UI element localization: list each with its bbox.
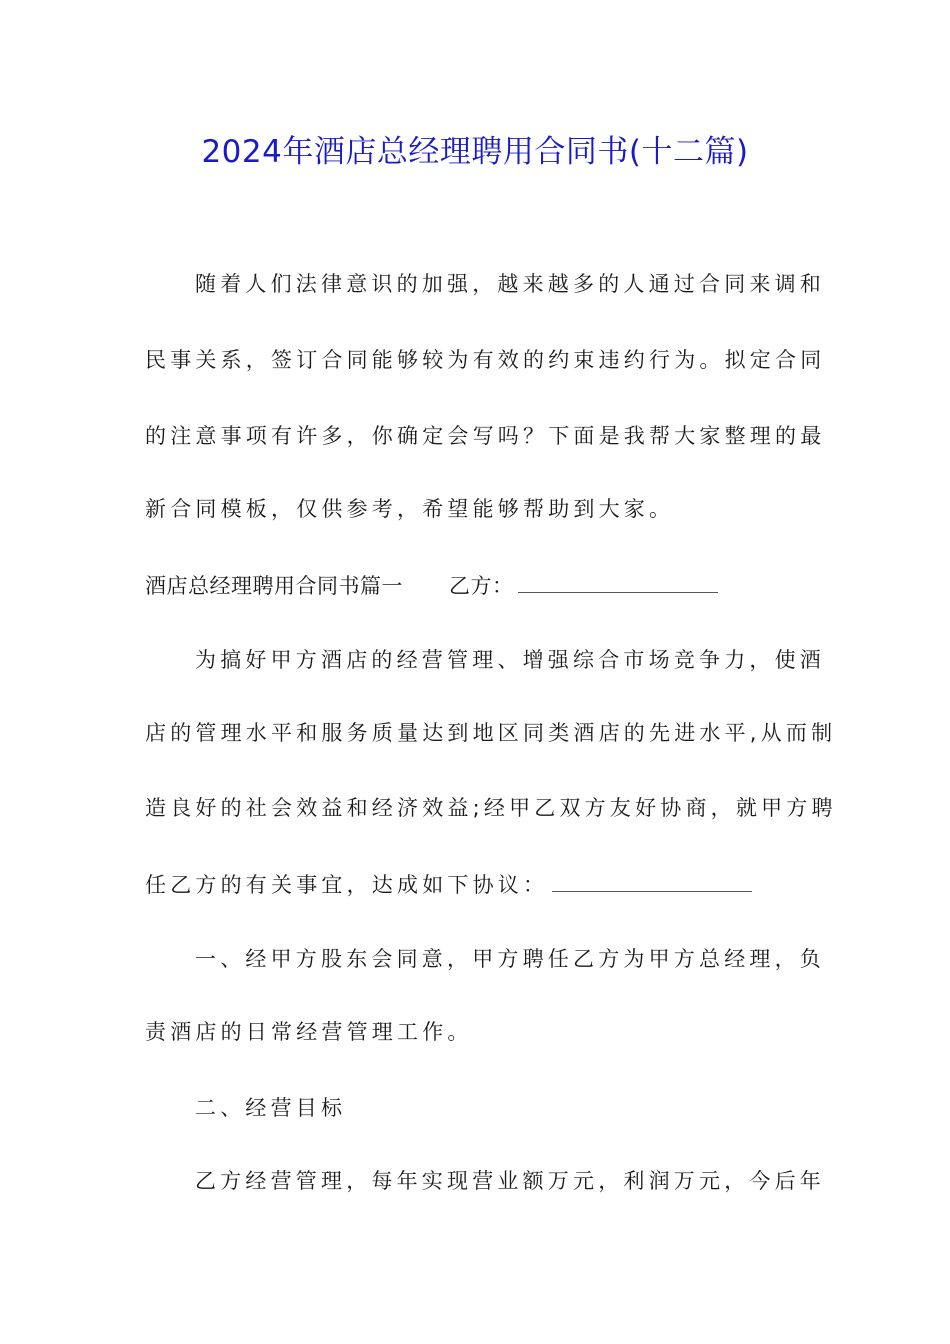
party-b-blank <box>518 570 718 593</box>
clause2-text: 乙方经营管理，每年实现营业额万元，利润万元，今后年 <box>195 1169 825 1193</box>
clause2-heading: 二、经营目标 <box>195 1096 347 1120</box>
purpose-line-3: 造良好的社会效益和经济效益;经甲乙双方友好协商，就甲方聘 <box>145 796 837 820</box>
section-heading: 酒店总经理聘用合同书篇一 <box>145 574 403 598</box>
intro-line-2: 民事关系，签订合同能够较为有效的约束违约行为。拟定合同 <box>145 348 826 372</box>
purpose-line-2: 店的管理水平和服务质量达到地区同类酒店的先进水平,从而制 <box>145 721 837 745</box>
purpose-line-1: 为搞好甲方酒店的经营管理、增强综合市场竞争力，使酒 <box>195 648 825 672</box>
purpose-line-4: 任乙方的有关事宜，达成如下协议： <box>145 873 549 897</box>
intro-line-4: 新合同模板，仅供参考，希望能够帮助到大家。 <box>145 497 675 521</box>
section-heading-row <box>145 570 718 601</box>
document-title: 2024年酒店总经理聘用合同书(十二篇) <box>201 134 749 170</box>
party-b-label: 乙方： <box>449 574 514 598</box>
clause1-line-2: 责酒店的日常经营管理工作。 <box>145 1020 473 1044</box>
purpose-line-4-row <box>145 869 752 900</box>
intro-line-1: 随着人们法律意识的加强，越来越多的人通过合同来调和 <box>195 272 825 296</box>
agreement-blank <box>552 869 752 892</box>
clause1-line-1: 一、经甲方股东会同意，甲方聘任乙方为甲方总经理，负 <box>195 947 825 971</box>
intro-line-3: 的注意事项有许多，你确定会写吗？下面是我帮大家整理的最 <box>145 424 826 448</box>
